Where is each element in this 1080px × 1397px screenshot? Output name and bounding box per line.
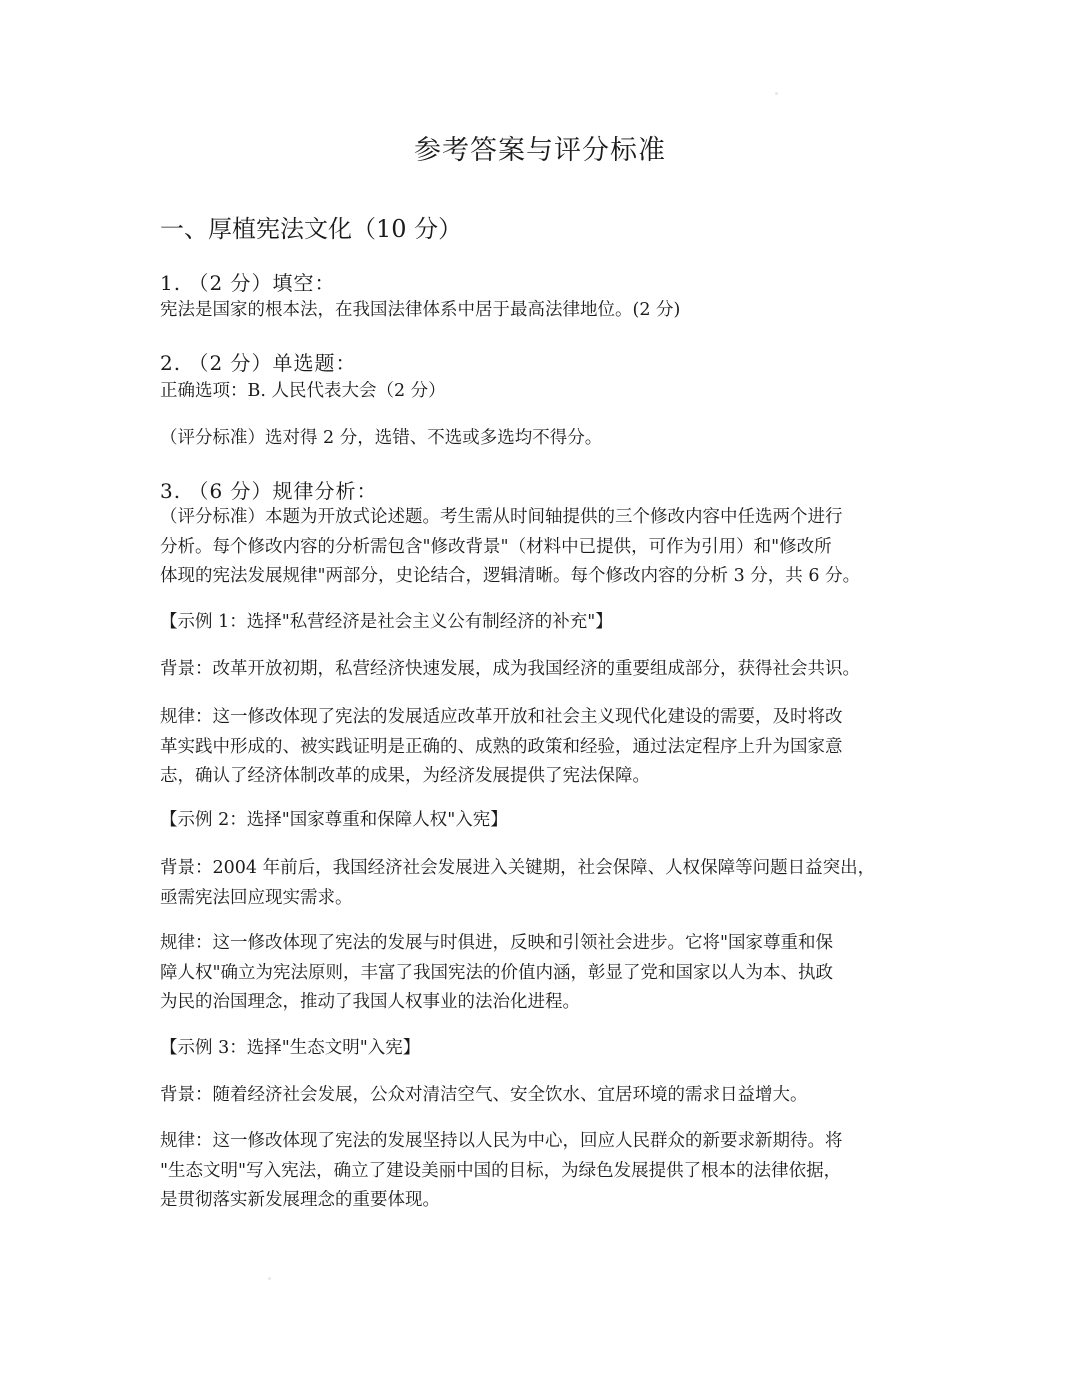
rule-line: 规律：这一修改体现了宪法的发展坚持以人民为中心，回应人民群众的新要求新期待。将 [160, 1131, 843, 1151]
example-3-label [160, 1034, 940, 1064]
rule-line: 志，确认了经济体制改革的成果，为经济发展提供了宪法保障。 [160, 766, 650, 786]
question-3-heading: 3. （6 分）规律分析： [160, 479, 378, 503]
question-1-answer [160, 296, 940, 326]
criteria-line: 分析。每个修改内容的分析需包含"修改背景"（材料中已提供，可作为引用）和"修改所 [160, 536, 832, 557]
example-2-label [160, 806, 940, 836]
page-title: 参考答案与评分标准 [414, 135, 666, 166]
example-2-rule [160, 929, 940, 1018]
answer-line: 宪法是国家的根本法，在我国法律体系中居于最高法律地位。(2 分) [160, 300, 681, 320]
example-1-background [160, 655, 940, 685]
scan-speck [775, 92, 778, 95]
answer-line: 正确选项：B. 人民代表大会（2 分） [160, 381, 446, 401]
example-1-rule [160, 703, 940, 792]
example-2-background [160, 854, 940, 913]
background-line: 亟需宪法回应现实需求。 [160, 887, 353, 908]
example-3-background [160, 1081, 940, 1111]
example-label: 【示例 3：选择"生态文明"入宪】 [160, 1038, 421, 1058]
rule-line: 规律：这一修改体现了宪法的发展与时俱进，反映和引领社会进步。它将"国家尊重和保 [160, 933, 834, 953]
example-label: 【示例 2：选择"国家尊重和保障人权"入宪】 [160, 810, 508, 830]
section-heading: 一、厚植宪法文化（10 分） [160, 215, 463, 243]
rule-line: "生态文明"写入宪法，确立了建设美丽中国的目标，为绿色发展提供了根本的法律依据， [160, 1160, 842, 1181]
question-2-criteria [160, 424, 940, 454]
background-line: 背景：2004 年前后，我国经济社会发展进入关键期，社会保障、人权保障等问题日益突出， [160, 858, 876, 878]
background-line: 背景：改革开放初期，私营经济快速发展，成为我国经济的重要组成部分，获得社会共识。 [160, 659, 860, 679]
example-label: 【示例 1：选择"私营经济是社会主义公有制经济的补充"】 [160, 612, 613, 632]
example-3-rule [160, 1127, 940, 1216]
question-2-answer [160, 377, 940, 407]
criteria-line: 体现的宪法发展规律"两部分，史论结合，逻辑清晰。每个修改内容的分析 3 分，共 6 分。 [160, 566, 861, 586]
example-1-label [160, 608, 940, 638]
question-3-criteria [160, 503, 940, 592]
background-line: 背景：随着经济社会发展，公众对清洁空气、安全饮水、宜居环境的需求日益增大。 [160, 1085, 808, 1105]
question-1-heading: 1. （2 分）填空： [160, 271, 336, 295]
question-2-heading: 2. （2 分）单选题： [160, 351, 357, 375]
criteria-line: （评分标准）本题为开放式论述题。考生需从时间轴提供的三个修改内容中任选两个进行 [160, 507, 843, 527]
rule-line: 为民的治国理念，推动了我国人权事业的法治化进程。 [160, 992, 580, 1012]
criteria-line: （评分标准）选对得 2 分，选错、不选或多选均不得分。 [160, 428, 603, 448]
rule-line: 障人权"确立为宪法原则，丰富了我国宪法的价值内涵，彰显了党和国家以人为本、执政 [160, 962, 834, 983]
rule-line: 革实践中形成的、被实践证明是正确的、成熟的政策和经验，通过法定程序上升为国家意 [160, 736, 843, 757]
scan-speck [268, 1277, 271, 1280]
rule-line: 是贯彻落实新发展理念的重要体现。 [160, 1190, 440, 1210]
rule-line: 规律：这一修改体现了宪法的发展适应改革开放和社会主义现代化建设的需要，及时将改 [160, 707, 843, 727]
